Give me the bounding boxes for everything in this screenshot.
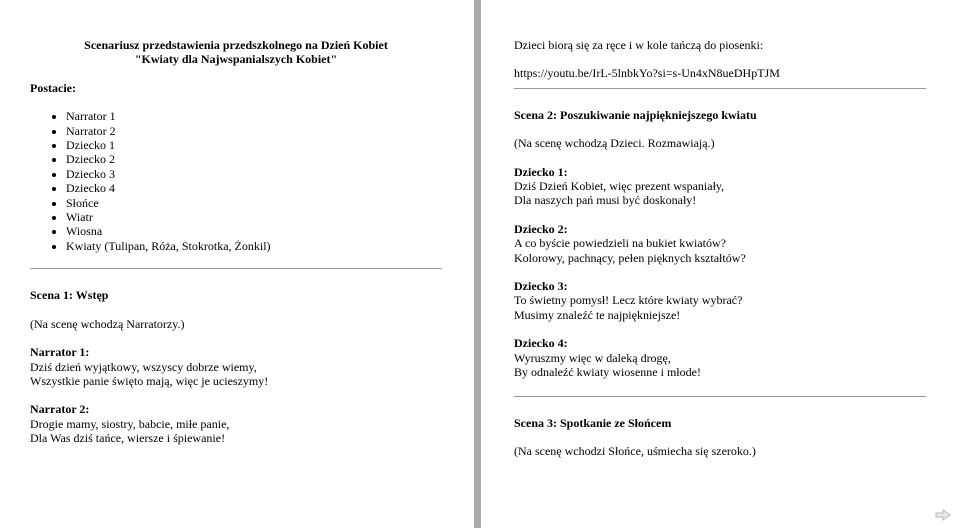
dialogue-block [30,402,442,445]
dialogue-line: Dziś Dzień Kobiet, więc prezent wspaniały, [514,179,725,194]
dialogue-line: Musimy znaleźć te najpiękniejsze! [514,307,681,322]
section-divider [514,88,926,89]
list-item: • Dziecko 1 [66,138,442,152]
dialogue-line: Dla naszych pań musi być doskonały! [514,193,697,208]
list-item: • Kwiaty (Tulipan, Róża, Stokrotka, Żonkil) [66,239,442,253]
dialogue-block [514,165,926,208]
dialogue-line: By odnaleźć kwiaty wiosenne i młode! [514,365,701,380]
scene-3-direction: (Na scenę wchodzi Słońce, uśmiecha się szeroko.) [514,443,756,458]
list-item: • Słońce [66,196,442,210]
dialogue-line: Wszystkie panie święto mają, więc je ucieszymy! [30,373,269,388]
dialogue-block [514,336,926,379]
list-item: • Dziecko 3 [66,167,442,181]
speaker-name: Dziecko 2: [514,221,568,236]
section-divider [514,396,926,397]
next-page-arrow-icon[interactable] [935,508,951,520]
document-page-left [0,0,474,528]
speaker-name: Dziecko 1: [514,164,568,179]
song-link[interactable]: https://youtu.be/IrL-5lnbkYo?si=s-Un4xN8ueDHpTJM [514,66,780,81]
list-item: • Narrator 1 [66,109,442,123]
dialogue-block [514,222,926,265]
scene-1-heading: Scena 1: Wstęp [30,288,109,303]
scene-3-heading: Scena 3: Spotkanie ze Słońcem [514,415,672,430]
characters-heading: Postacie: [30,80,76,95]
dialogue-line: Drogie mamy, siostry, babcie, miłe panie, [30,416,230,431]
list-item: • Narrator 2 [66,124,442,138]
speaker-name: Dziecko 4: [514,336,568,351]
document-page-right [481,0,960,528]
characters-list [30,109,442,253]
scene-2-heading: Scena 2: Poszukiwanie najpiękniejszego kwiatu [514,107,757,122]
speaker-name: Dziecko 3: [514,279,568,294]
dialogue-line: Dla Was dziś tańce, wiersze i śpiewanie! [30,431,226,446]
section-divider [30,268,442,269]
scene-2-direction: (Na scenę wchodzą Dzieci. Rozmawiają.) [514,136,715,151]
document-title [30,38,442,67]
speaker-name: Narrator 2: [30,402,90,417]
dialogue-line: Wyruszmy więc w daleką drogę, [514,350,671,365]
speaker-name: Narrator 1: [30,345,90,360]
dance-instruction: Dzieci biorą się za ręce i w kole tańczą do piosenki: [514,38,764,52]
title-line-2: "Kwiaty dla Najwspanialszych Kobiet" [134,52,338,67]
list-item: • Wiatr [66,210,442,224]
list-item: • Wiosna [66,224,442,238]
dialogue-line: Dziś dzień wyjątkowy, wszyscy dobrze wiemy, [30,359,257,374]
dialogue-line: Kolorowy, pachnący, pełen pięknych kształtów? [514,250,746,265]
list-item: • Dziecko 2 [66,152,442,166]
dialogue-block [30,345,442,388]
dialogue-block [514,279,926,322]
list-item: • Dziecko 4 [66,181,442,195]
dialogue-line: To świetny pomysł! Lecz które kwiaty wybrać? [514,293,743,308]
scene-1-direction: (Na scenę wchodzą Narratorzy.) [30,316,185,331]
dialogue-line: A co byście powiedzieli na bukiet kwiatów? [514,236,726,251]
title-line-1: Scenariusz przedstawienia przedszkolnego na Dzień Kobiet [84,38,388,52]
